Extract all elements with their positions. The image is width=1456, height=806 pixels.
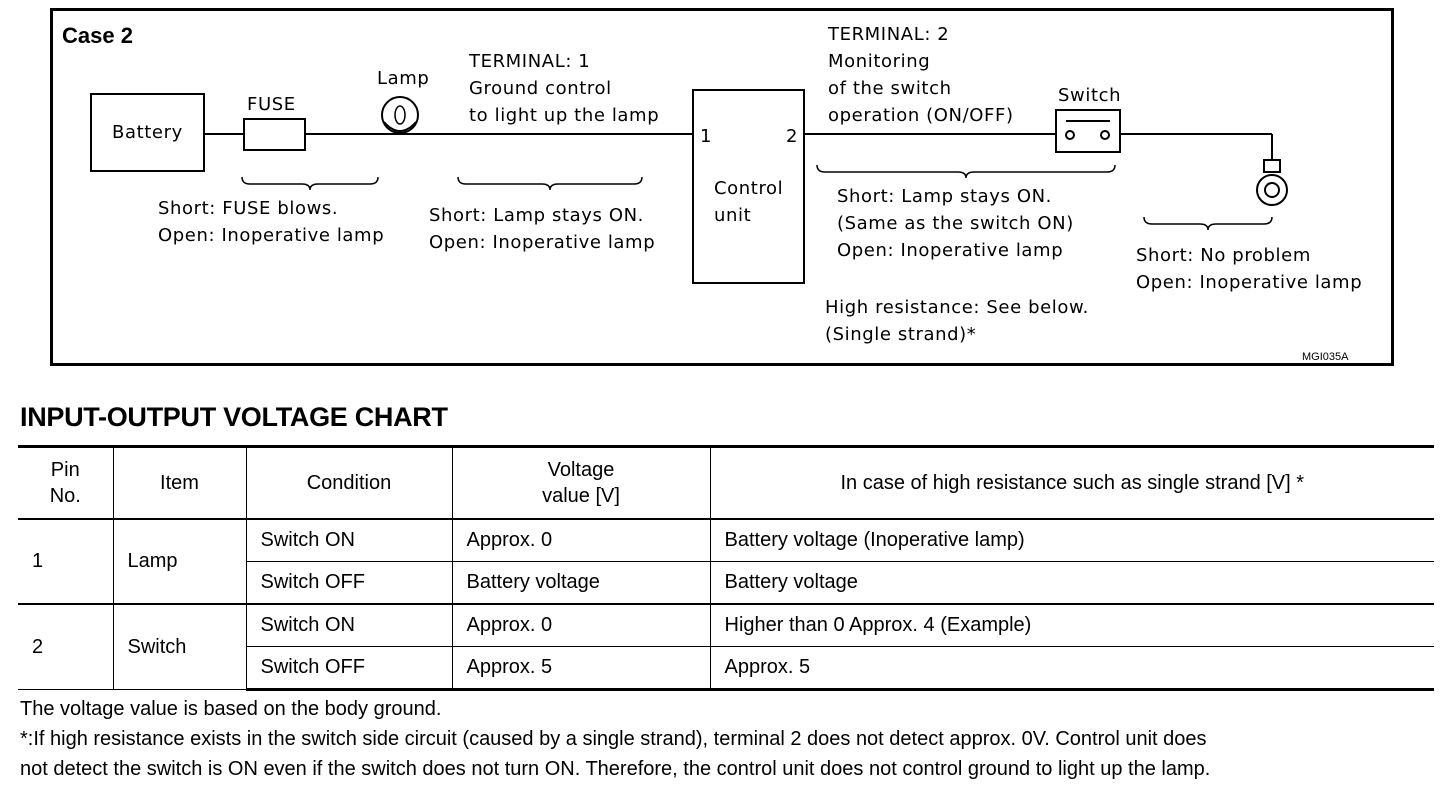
condition-cell: Switch ON (246, 519, 452, 562)
condition-cell: Switch OFF (246, 647, 452, 690)
control-unit-label-line1: Control (714, 178, 784, 199)
voltage-cell: Approx. 5 (452, 647, 710, 690)
lamp-wire-note-open: Open: Inoperative lamp (429, 232, 656, 253)
high-resistance-cell: Battery voltage (710, 562, 1434, 605)
header-pin-line2: No. (49, 485, 81, 507)
header-voltage-line2: value [V] (542, 485, 620, 507)
note-asterisk-line1: *:If high resistance exists in the switch side circuit (caused by a single strand), terminal 2 does not detect approx. 0V. Control unit does (20, 728, 1207, 750)
lamp-wire-brace (458, 177, 642, 190)
header-condition: Condition (246, 447, 452, 520)
terminal1-line1: TERMINAL: 1 (469, 51, 591, 72)
lamp-label: Lamp (377, 68, 430, 89)
circuit-diagram (0, 0, 1456, 380)
switch-wire-note-short: Short: Lamp stays ON. (837, 186, 1053, 207)
battery-label: Battery (112, 122, 183, 143)
switch-icon (1056, 110, 1120, 152)
table-row (18, 519, 1434, 562)
fuse-brace (242, 177, 378, 190)
terminal2-line1: TERMINAL: 2 (828, 24, 950, 45)
item-cell: Switch (113, 604, 246, 690)
note-asterisk-line2: not detect the switch is ON even if the switch does not turn ON. Therefore, the control unit does not control ground to light up the lamp. (20, 758, 1211, 780)
ground-brace (1144, 217, 1272, 230)
lamp-wire-note-short: Short: Lamp stays ON. (429, 205, 645, 226)
header-high-resistance: In case of high resistance such as single strand [V] * (710, 447, 1434, 520)
condition-cell: Switch OFF (246, 562, 452, 605)
chart-title: INPUT-OUTPUT VOLTAGE CHART (20, 402, 448, 432)
item-cell: Lamp (113, 519, 246, 604)
switch-wire-note-same: (Same as the switch ON) (837, 213, 1074, 234)
ground-icon (1257, 160, 1287, 205)
header-item: Item (113, 447, 246, 520)
terminal1-line2: Ground control (469, 78, 612, 99)
terminal2-line4: operation (ON/OFF) (828, 105, 1014, 126)
header-pin-no (18, 447, 113, 520)
pin-cell: 1 (18, 519, 113, 604)
control-unit-label-line2: unit (714, 205, 752, 226)
high-resistance-note-line1: High resistance: See below. (825, 297, 1089, 318)
pin1-label: 1 (700, 126, 713, 147)
header-voltage (452, 447, 710, 520)
fuse-box (244, 119, 305, 150)
fuse-note-short: Short: FUSE blows. (158, 198, 339, 219)
voltage-cell: Approx. 0 (452, 519, 710, 562)
fuse-note-open: Open: Inoperative lamp (158, 225, 385, 246)
terminal2-line2: Monitoring (828, 51, 931, 72)
terminal2-line3: of the switch (828, 78, 952, 99)
header-voltage-line1: Voltage (547, 459, 615, 481)
switch-wire-brace (817, 165, 1115, 178)
high-resistance-note-line2: (Single strand)* (825, 324, 977, 345)
fuse-label: FUSE (247, 94, 296, 115)
lamp-icon (382, 97, 418, 133)
condition-cell: Switch ON (246, 604, 452, 647)
pin2-label: 2 (786, 126, 799, 147)
pin-cell: 2 (18, 604, 113, 690)
switch-label: Switch (1058, 85, 1122, 106)
figure-code: MGI035A (1302, 351, 1349, 363)
high-resistance-cell: Approx. 5 (710, 647, 1434, 690)
voltage-chart-table (18, 445, 1434, 691)
voltage-cell: Approx. 0 (452, 604, 710, 647)
voltage-cell: Battery voltage (452, 562, 710, 605)
table-row (18, 604, 1434, 647)
case-title: Case 2 (62, 23, 133, 48)
high-resistance-cell: Battery voltage (Inoperative lamp) (710, 519, 1434, 562)
note-body-ground: The voltage value is based on the body ground. (20, 698, 442, 720)
terminal1-line3: to light up the lamp (469, 105, 660, 126)
ground-note-short: Short: No problem (1136, 245, 1311, 266)
table-header-row (18, 447, 1434, 520)
switch-wire-note-open: Open: Inoperative lamp (837, 240, 1064, 261)
high-resistance-cell: Higher than 0 Approx. 4 (Example) (710, 604, 1434, 647)
header-pin-line1: Pin (50, 459, 80, 481)
ground-note-open: Open: Inoperative lamp (1136, 272, 1363, 293)
